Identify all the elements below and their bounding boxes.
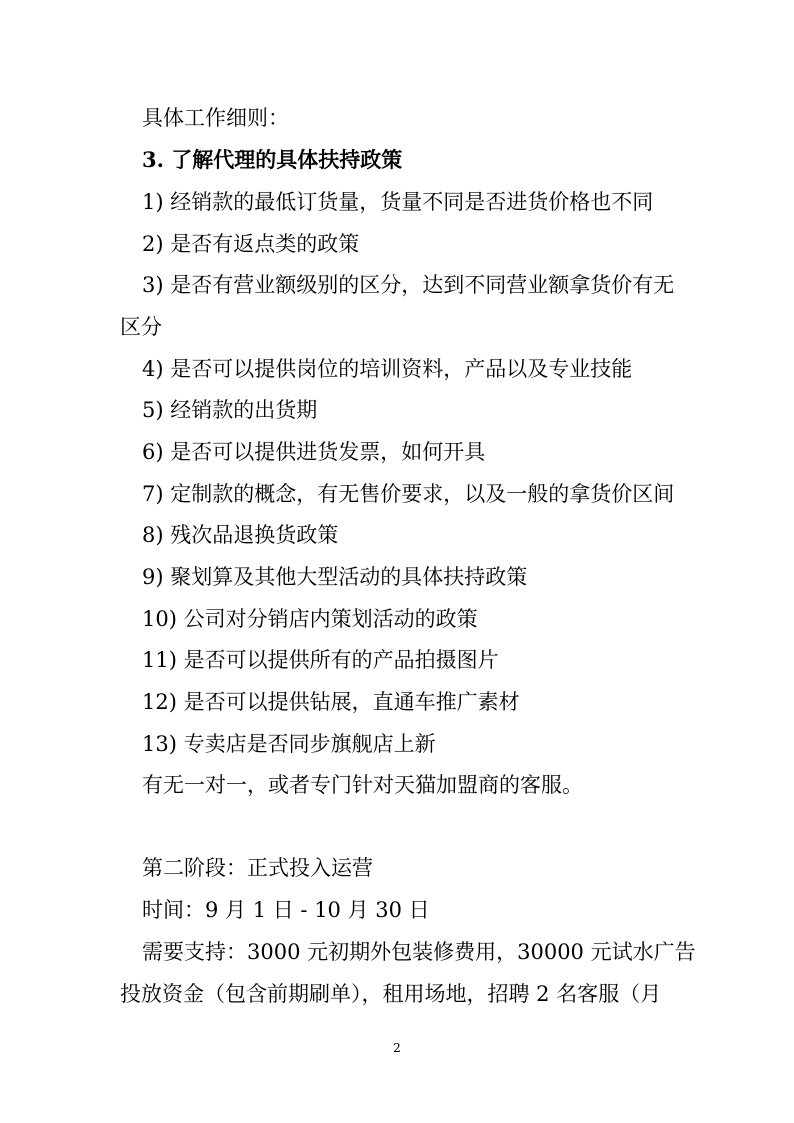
phase-time: 时间：9 月 1 日 - 10 月 30 日 [142, 898, 430, 922]
list-item: 13) 专卖店是否同步旗舰店上新 [142, 732, 436, 756]
list-item-continuation: 区分 [120, 315, 162, 339]
list-item: 1) 经销款的最低订货量，货量不同是否进货价格也不同 [142, 190, 654, 214]
list-item: 2) 是否有返点类的政策 [142, 232, 360, 256]
list-item: 12) 是否可以提供钻展，直通车推广素材 [142, 690, 520, 714]
list-item: 6) 是否可以提供进货发票，如何开具 [142, 440, 486, 464]
phase-support: 需要支持：3000 元初期外包装修费用，30000 元试水广告 [142, 940, 696, 964]
phase-support-continuation: 投放资金（包含前期刷单），租用场地，招聘 2 名客服（月 [120, 982, 662, 1006]
list-item: 8) 残次品退换货政策 [142, 523, 339, 547]
phase-heading: 第二阶段：正式投入运营 [142, 856, 373, 880]
list-item: 4) 是否可以提供岗位的培训资料，产品以及专业技能 [142, 357, 633, 381]
list-heading: 3. 了解代理的具体扶持政策 [142, 147, 403, 172]
list-item: 5) 经销款的出货期 [142, 398, 318, 422]
paragraph: 有无一对一，或者专门针对天猫加盟商的客服。 [142, 773, 583, 797]
page-number: 2 [393, 1041, 401, 1055]
list-item: 10) 公司对分销店内策划活动的政策 [142, 607, 478, 631]
list-item: 9) 聚划算及其他大型活动的具体扶持政策 [142, 565, 528, 589]
list-item: 3) 是否有营业额级别的区分，达到不同营业额拿货价有无 [142, 273, 675, 297]
list-item: 11) 是否可以提供所有的产品拍摄图片 [142, 648, 499, 672]
list-item: 7) 定制款的概念，有无售价要求，以及一般的拿货价区间 [142, 482, 675, 506]
section-heading: 具体工作细则： [142, 106, 289, 130]
